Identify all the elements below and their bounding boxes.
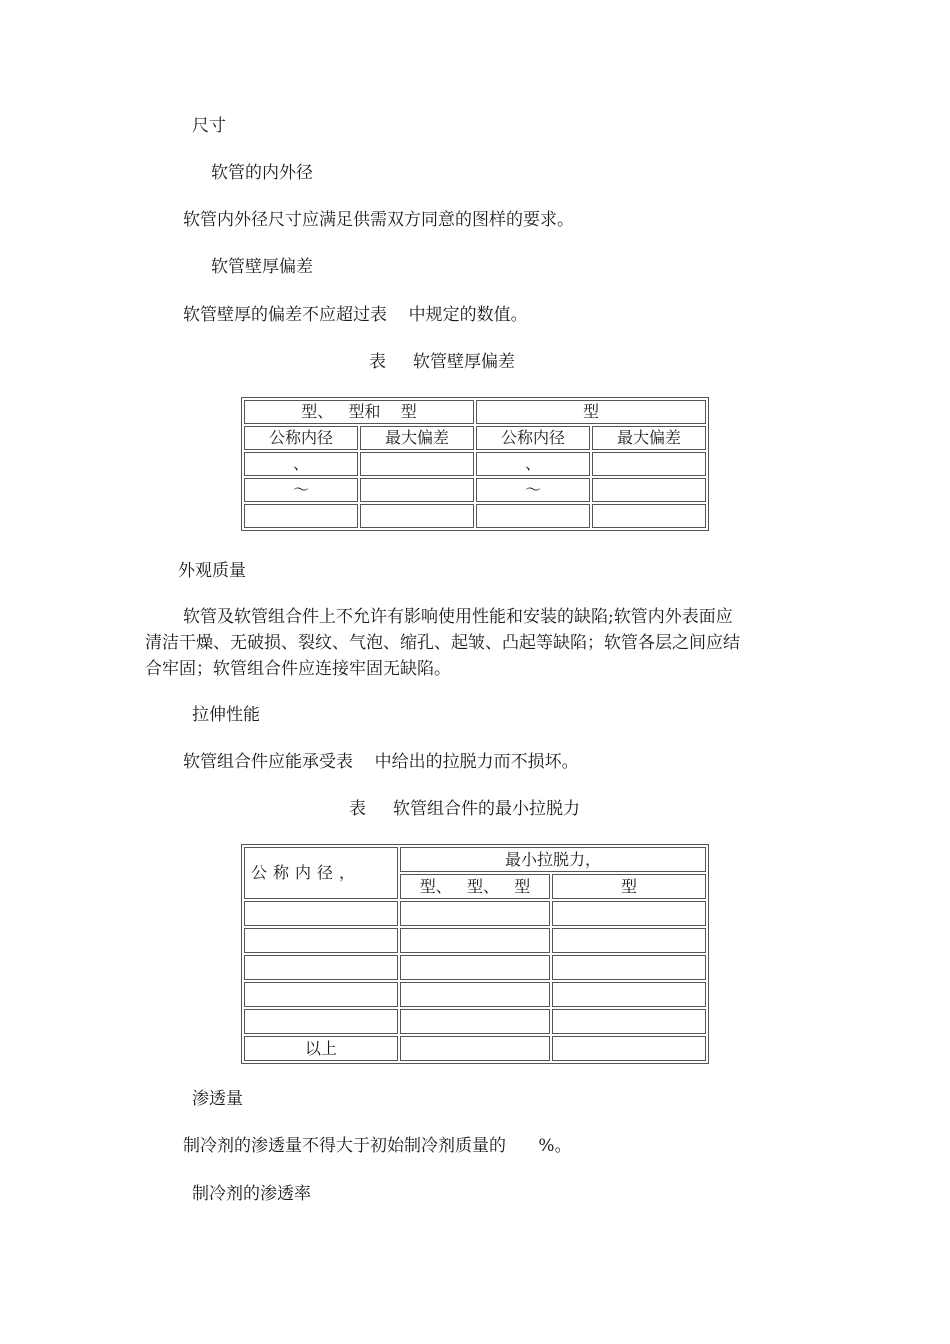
table-cell: [244, 955, 398, 980]
table-header-row: [244, 400, 706, 424]
table-cell: ～: [244, 478, 358, 502]
table-cell: [552, 1009, 706, 1034]
paragraph-appearance-line-2: 清洁干燥、无破损、裂纹、气泡、缩孔、起皱、凸起等缺陷；软管各层之间应结: [145, 633, 740, 653]
column-header-nominal-diameter: 公称内径: [476, 426, 590, 450]
table-row: [244, 478, 706, 502]
wall-tolerance-table: [241, 397, 709, 531]
table-cell: [400, 1036, 550, 1061]
table-row: [244, 1036, 706, 1061]
table-row: [244, 901, 706, 926]
table-cell: [476, 504, 590, 528]
column-header-nominal-diameter: 公称内径，: [244, 847, 398, 899]
table1-caption: 表 软管壁厚偏差: [369, 352, 516, 372]
heading-size: 尺寸: [192, 116, 226, 136]
table-cell: 、: [476, 452, 590, 476]
table-row: [244, 955, 706, 980]
paragraph-wall-requirement: 软管壁厚的偏差不应超过表 中规定的数值。: [183, 305, 528, 325]
table-row: [244, 504, 706, 528]
table-cell: [552, 901, 706, 926]
paragraph-tensile-requirement: 软管组合件应能承受表 中给出的拉脱力而不损坏。: [183, 752, 579, 772]
table-cell: [552, 982, 706, 1007]
table-header-row: [244, 426, 706, 450]
group-header-right: 型: [476, 400, 706, 424]
paragraph-permeation-requirement: 制冷剂的渗透量不得大于初始制冷剂质量的 %。: [183, 1136, 572, 1156]
column-header-min-pull-off-force: 最小拉脱力，: [400, 847, 706, 872]
heading-permeation-rate: 制冷剂的渗透率: [192, 1184, 311, 1204]
table-cell: [552, 1036, 706, 1061]
heading-hose-diameter: 软管的内外径: [211, 163, 313, 183]
table-cell: ～: [476, 478, 590, 502]
table-cell: [244, 928, 398, 953]
column-header-nominal-diameter: 公称内径: [244, 426, 358, 450]
table-header-row: [244, 847, 706, 872]
table-row: [244, 1009, 706, 1034]
heading-permeation: 渗透量: [192, 1089, 243, 1109]
table-row: [244, 452, 706, 476]
table-cell: [400, 955, 550, 980]
table2-caption: 表 软管组合件的最小拉脱力: [349, 799, 581, 819]
heading-tensile: 拉伸性能: [192, 705, 260, 725]
group-header-left: 型、 型和 型: [244, 400, 474, 424]
table-cell: [360, 504, 474, 528]
table-cell: [592, 478, 706, 502]
paragraph-diameter-requirement: 软管内外径尺寸应满足供需双方同意的图样的要求。: [183, 210, 574, 230]
table-row: [244, 982, 706, 1007]
table-cell: 、: [244, 452, 358, 476]
table-cell: [400, 901, 550, 926]
pull-off-force-table: [241, 844, 709, 1064]
table-row: [244, 928, 706, 953]
table-cell: [592, 452, 706, 476]
table-cell: [400, 982, 550, 1007]
heading-appearance: 外观质量: [178, 561, 246, 581]
table-cell: [360, 478, 474, 502]
column-header-max-deviation: 最大偏差: [592, 426, 706, 450]
table-cell: [592, 504, 706, 528]
subheader-type: 型: [552, 874, 706, 899]
table-cell: 以上: [244, 1036, 398, 1061]
table-cell: [244, 901, 398, 926]
paragraph-appearance-line-3: 合牢固；软管组合件应连接牢固无缺陷。: [145, 659, 451, 679]
table-cell: [360, 452, 474, 476]
subheader-type-group: 型、 型、 型: [400, 874, 550, 899]
heading-wall-tolerance: 软管壁厚偏差: [211, 257, 313, 277]
table-cell: [552, 928, 706, 953]
column-header-max-deviation: 最大偏差: [360, 426, 474, 450]
table-cell: [400, 928, 550, 953]
paragraph-appearance-line-1: 软管及软管组合件上不允许有影响使用性能和安装的缺陷;软管内外表面应: [183, 607, 733, 627]
table-cell: [400, 1009, 550, 1034]
table-cell: [244, 1009, 398, 1034]
table-cell: [244, 504, 358, 528]
table-cell: [552, 955, 706, 980]
table-cell: [244, 982, 398, 1007]
